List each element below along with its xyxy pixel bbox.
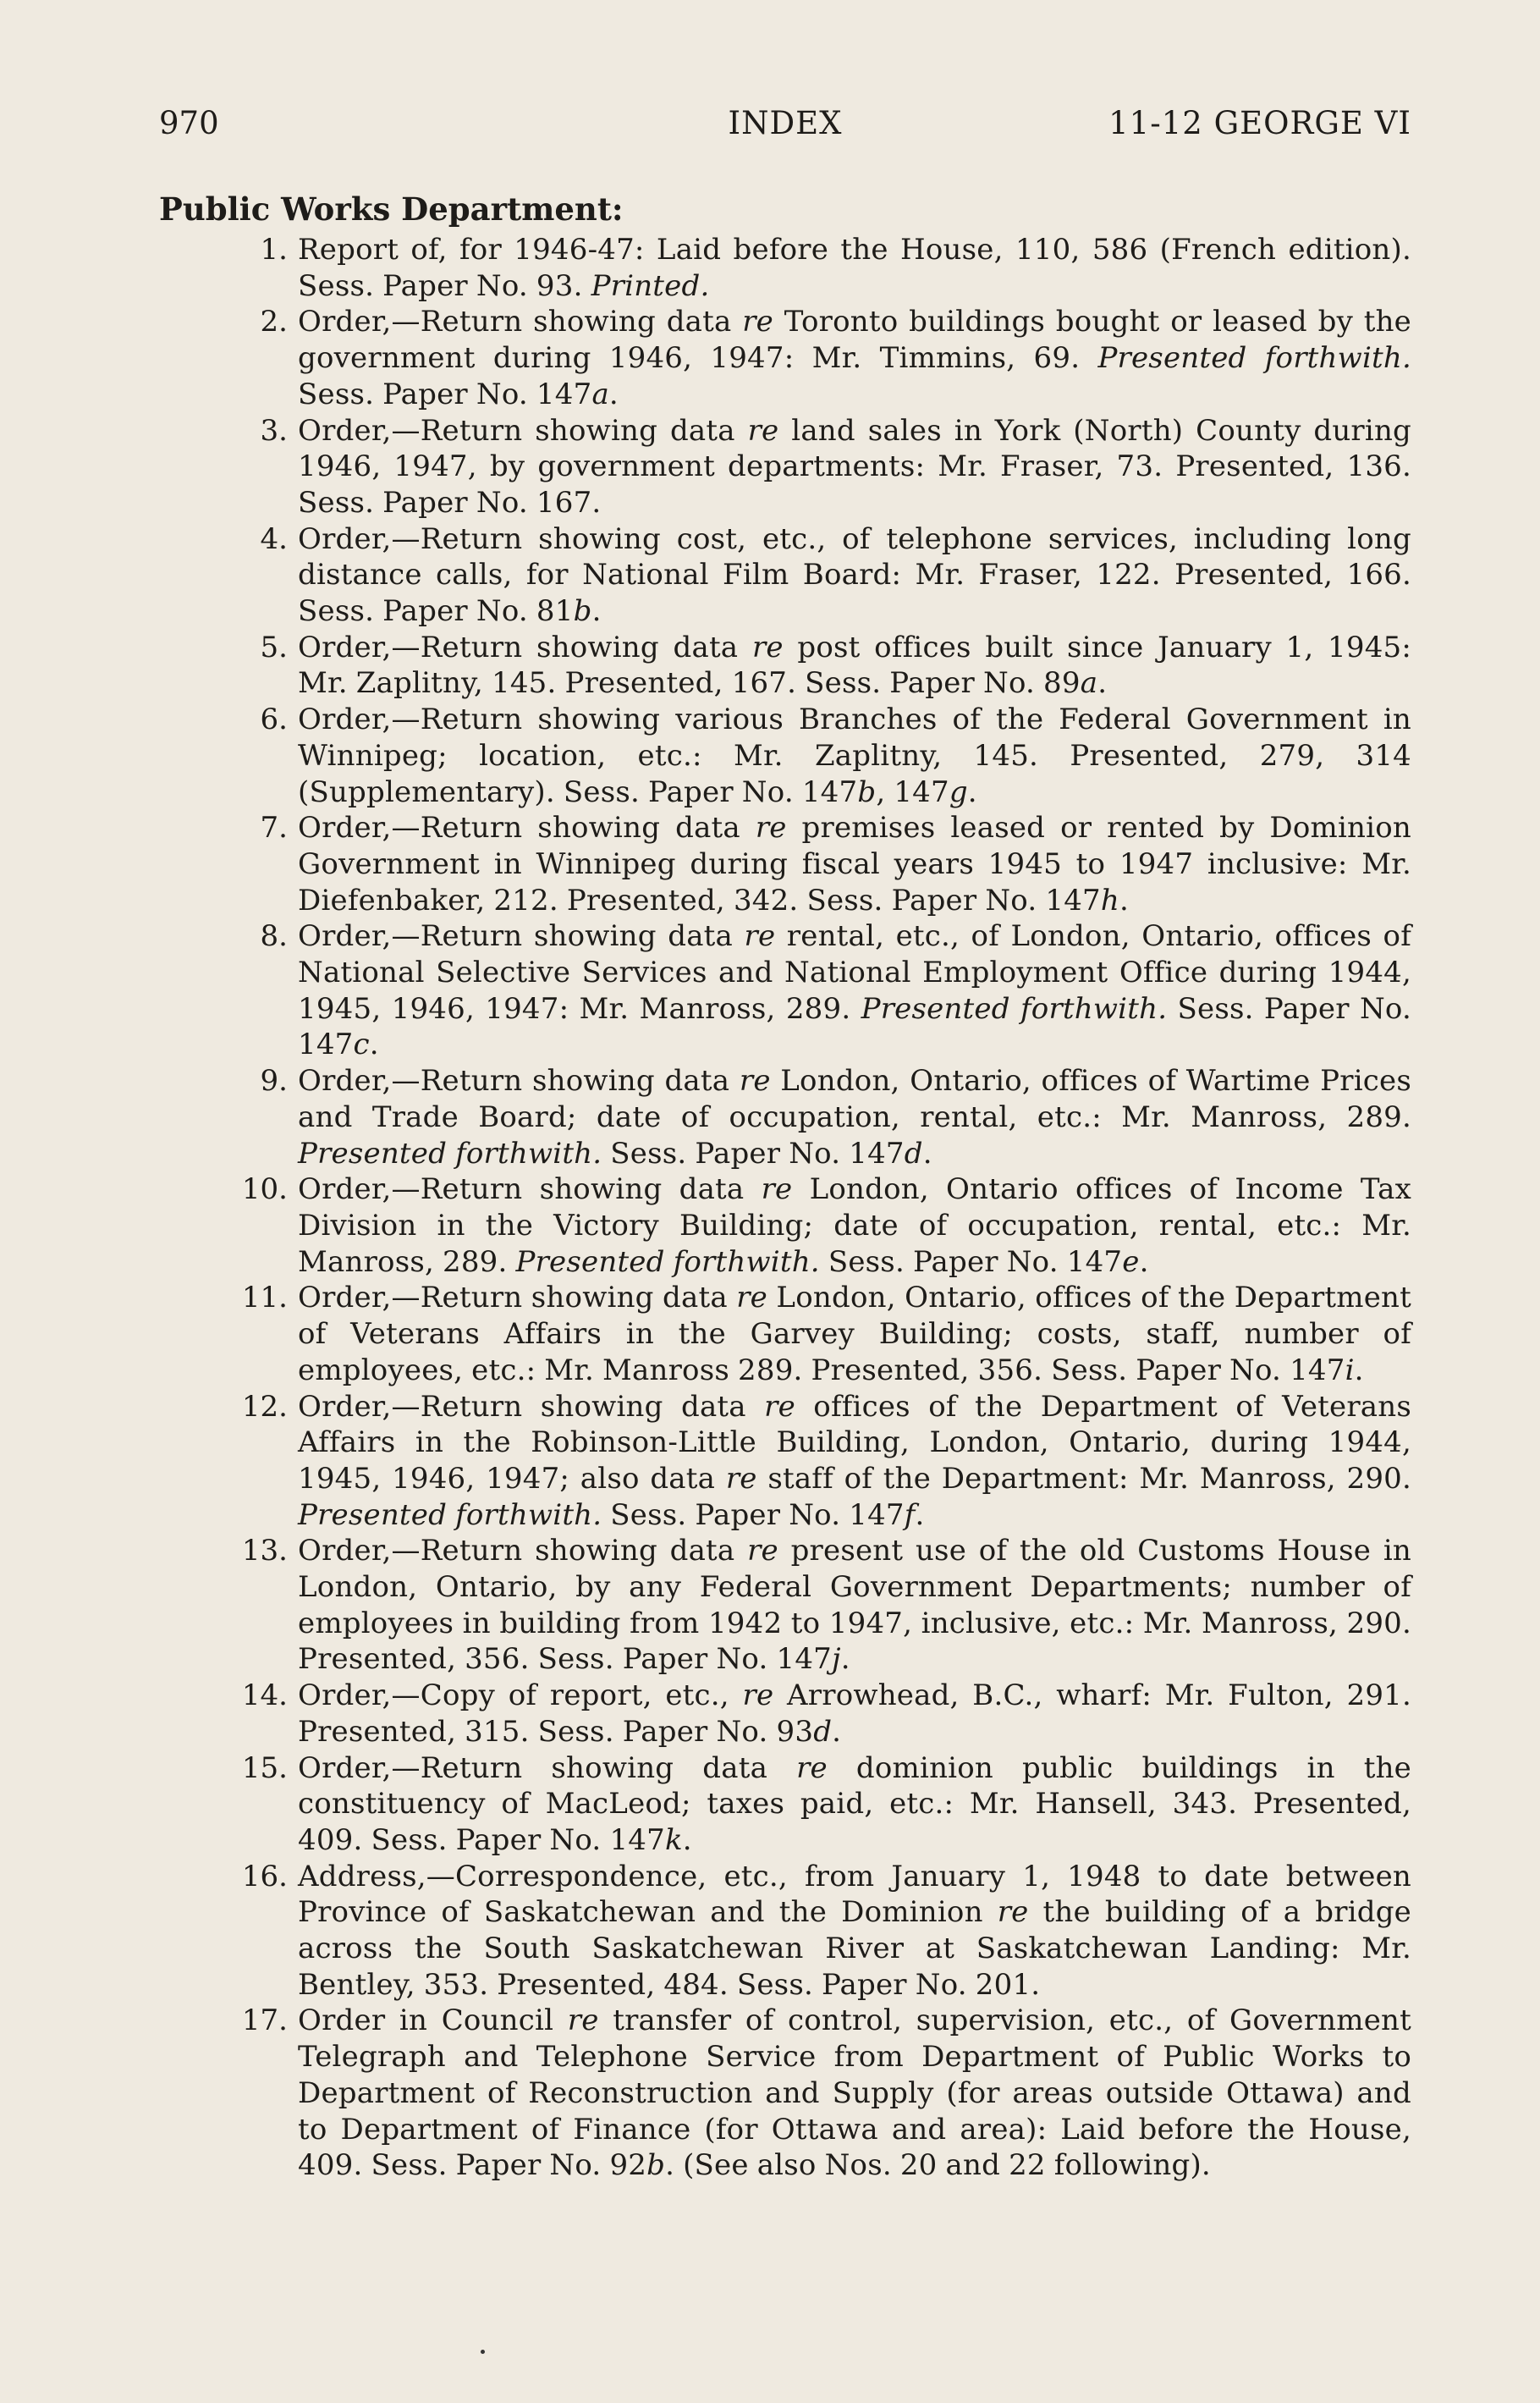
- entry-number: 9.: [260, 1064, 288, 1099]
- entry-number: 3.: [260, 413, 288, 448]
- entry-text: Order,—Return showing data re London, Ontario offices of Income Tax Division in the Victory Building; date of occupation, rental, etc.: Mr. Manross, 289. Presented forthwith. Sess. Paper No. 147e.: [298, 1172, 1412, 1279]
- entry-text: Order,—Return showing various Branches of the Federal Government in Winnipeg; location, etc.: Mr. Zaplitny, 145. Presented, 279, 314 (Supplementary). Sess. Paper No. 147b, 147g.: [298, 703, 1411, 809]
- index-entry: [159, 2003, 1411, 2184]
- entry-number: 15.: [241, 1750, 288, 1785]
- index-entry: [159, 1171, 1411, 1280]
- index-entry: [159, 1280, 1411, 1388]
- entry-text: Order,—Return showing data re land sales in York (North) County during 1946, 1947, by government departments: Mr. Fraser, 73. Presented, 136. Sess. Paper No. 167.: [298, 413, 1412, 520]
- entry-text: Order,—Return showing data re Toronto buildings bought or leased by the government during 1946, 1947: Mr. Timmins, 69. Presented forthwith. Sess. Paper No. 147a.: [298, 305, 1411, 411]
- entry-number: 11.: [241, 1281, 288, 1315]
- print-speck: [481, 2350, 485, 2354]
- page-number: 970: [159, 105, 219, 141]
- entry-number: 1.: [260, 233, 288, 267]
- entry-number: 16.: [241, 1859, 288, 1893]
- entry-number: 13.: [241, 1534, 288, 1568]
- entry-number: 12.: [241, 1389, 288, 1424]
- index-entry: [159, 1533, 1411, 1678]
- entry-number: 6.: [260, 703, 288, 737]
- entry-text: Order,—Return showing data re present use of the old Customs House in London, Ontario, by any Federal Government Departments; number of employees in building from 1942 to 1947, inclusive, etc.: Mr. Manross, 290. Presented, 356. Sess. Paper No. 147j.: [298, 1534, 1411, 1677]
- reign-label: 11-12 GEORGE VI: [1108, 105, 1411, 141]
- department-heading: Public Works Department:: [159, 190, 624, 228]
- index-entry: [159, 1678, 1411, 1750]
- entry-number: 5.: [260, 630, 288, 664]
- entry-text: Order,—Return showing data re premises leased or rented by Dominion Government in Winnipeg during fiscal years 1945 to 1947 inclusive: Mr. Diefenbaker, 212. Presented, 342. Sess. Paper No. 147h.: [298, 811, 1411, 918]
- entry-text: Order,—Return showing data re London, Ontario, offices of the Department of Veterans Affairs in the Garvey Building; costs, staff, number of employees, etc.: Mr. Manross 289. Presented, 356. Sess. Paper No. 147i.: [298, 1281, 1411, 1387]
- entry-list: [159, 232, 1411, 2184]
- index-entry: [159, 630, 1411, 702]
- index-entry: [159, 810, 1411, 918]
- entry-text: Order,—Return showing data re London, Ontario, offices of Wartime Prices and Trade Board; date of occupation, rental, etc.: Mr. Manross, 289. Presented forthwith. Sess. Paper No. 147d.: [298, 1064, 1411, 1171]
- index-entry: [159, 304, 1411, 412]
- index-entry: [159, 232, 1411, 304]
- section-title: INDEX: [728, 105, 843, 141]
- entry-text: Order,—Return showing data re rental, etc., of London, Ontario, offices of National Selective Services and National Employment Office during 1944, 1945, 1946, 1947: Mr. Manross, 289. Presented forthwith. Sess. Paper No. 147c.: [298, 919, 1411, 1062]
- running-head: [159, 103, 1411, 144]
- index-entry: [159, 413, 1411, 521]
- entry-number: 17.: [241, 2003, 288, 2038]
- entry-text: Report of, for 1946-47: Laid before the House, 110, 586 (French edition). Sess. Paper No. 93. Printed.: [298, 233, 1411, 303]
- entry-number: 4.: [260, 521, 288, 556]
- entry-text: Order,—Copy of report, etc., re Arrowhead, B.C., wharf: Mr. Fulton, 291. Presented, 315. Sess. Paper No. 93d.: [298, 1678, 1412, 1749]
- entry-text: Address,—Correspondence, etc., from January 1, 1948 to date between Province of Saskatchewan and the Dominion re the building of a bridge across the South Saskatchewan River at Saskatchewan Landing: Mr. Bentley, 353. Presented, 484. Sess. Paper No. 201.: [298, 1859, 1411, 2002]
- index-entry: [159, 702, 1411, 810]
- index-entry: [159, 918, 1411, 1063]
- index-entry: [159, 1063, 1411, 1171]
- entry-text: Order,—Return showing data re post offices built since January 1, 1945: Mr. Zaplitny, 145. Presented, 167. Sess. Paper No. 89a.: [298, 630, 1412, 701]
- entry-text: Order,—Return showing data re offices of the Department of Veterans Affairs in the Robinson-Little Building, London, Ontario, during 1944, 1945, 1946, 1947; also data re staff of the Department: Mr. Manross, 290. Presented forthwith. Sess. Paper No. 147f.: [298, 1389, 1412, 1532]
- index-entry: [159, 1750, 1411, 1859]
- index-entry: [159, 521, 1411, 630]
- entry-number: 10.: [241, 1172, 288, 1207]
- entry-number: 14.: [241, 1678, 288, 1713]
- entry-number: 7.: [260, 811, 288, 846]
- index-entry: [159, 1389, 1411, 1534]
- entry-number: 8.: [260, 919, 288, 954]
- entry-number: 2.: [260, 305, 288, 339]
- entry-text: Order in Council re transfer of control, supervision, etc., of Government Telegraph and Telephone Service from Department of Public Works to Department of Reconstruction and Supply (for areas outside Ottawa) and to Department of Finance (for Ottawa and area): Laid before the House, 409. Sess. Paper No. 92b. (See also Nos. 20 and 22 following).: [298, 2003, 1411, 2183]
- index-entry: [159, 1859, 1411, 2003]
- entry-text: Order,—Return showing data re dominion public buildings in the constituency of MacLeod; taxes paid, etc.: Mr. Hansell, 343. Presented, 409. Sess. Paper No. 147k.: [298, 1750, 1411, 1857]
- entry-text: Order,—Return showing cost, etc., of telephone services, including long distance calls, for National Film Board: Mr. Fraser, 122. Presented, 166. Sess. Paper No. 81b.: [298, 521, 1411, 629]
